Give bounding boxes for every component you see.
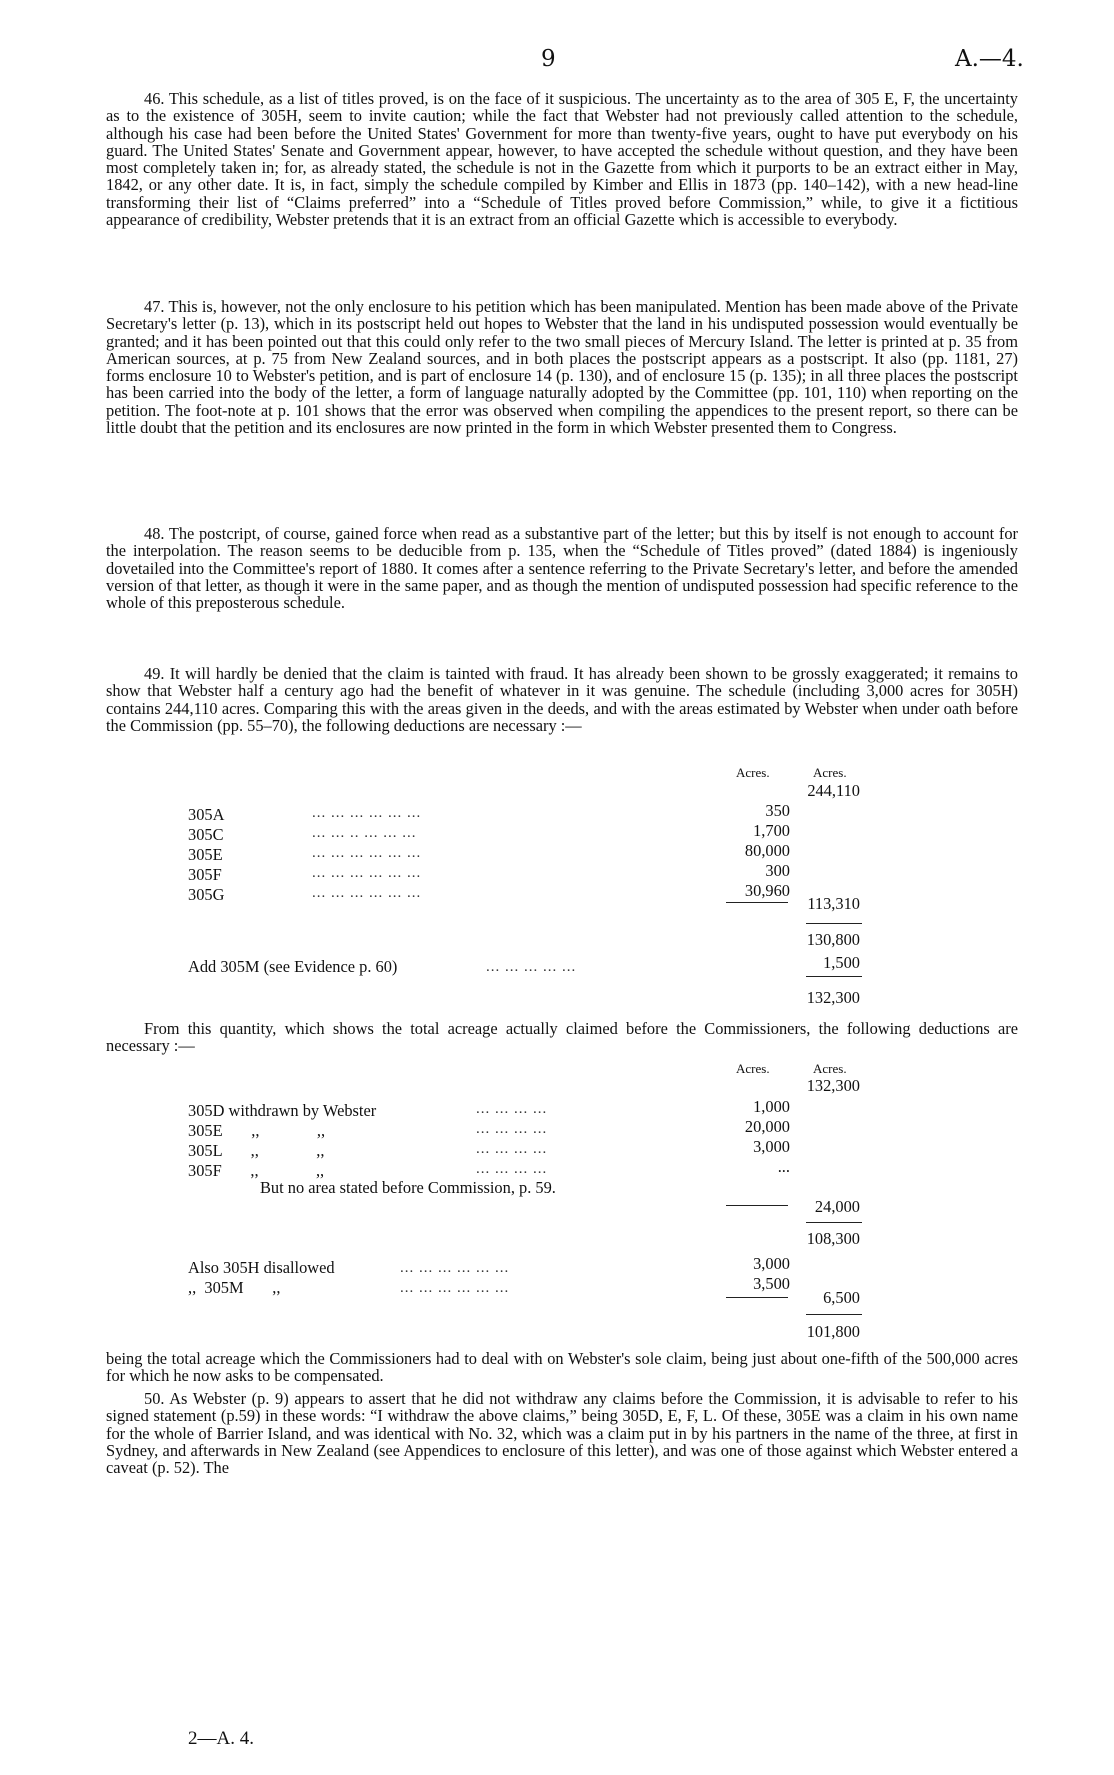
table-row-label: 305C (188, 825, 224, 844)
table-row-label: 305E ,, ,, (188, 1121, 326, 1140)
table-row-label: 305F ,, ,, (188, 1161, 325, 1180)
table1-total: 132,300 (806, 988, 860, 1007)
table-row-label: 305A (188, 805, 225, 824)
table2-acres-head-2: Acres. (813, 1061, 847, 1076)
table-row-dots: ... ... ... ... ... ... (312, 865, 422, 881)
table-row-label: Also 305H disallowed (188, 1258, 335, 1277)
table1-add-label: Add 305M (see Evidence p. 60) (188, 957, 398, 976)
table-row-value: ... (777, 1157, 790, 1176)
table-row-dots: ... ... ... ... (476, 1161, 548, 1177)
page-number: 9 (541, 46, 556, 72)
table-row-value: 30,960 (744, 881, 790, 900)
table2-start-total: 132,300 (806, 1076, 860, 1095)
table-row-dots: ... ... ... ... (476, 1141, 548, 1157)
table-row-dots: ... ... ... ... (476, 1101, 548, 1117)
table-row-dots: ... ... ... ... ... ... (400, 1280, 510, 1296)
paragraph-50: 50. As Webster (p. 9) appears to assert that he did not withdraw any claims before the Commission, it is advisable to refer to his signed statement (p.59) in these words: “I withdraw the above claims,” being 305D, E, F, L. Of these, 305E was a claim in his own name for the whole of Barrier Island, and was identical with No. 32, which was a claim put in by his partners in the name of the three, at first in Sydney, and afterwards in New Zealand (see Appendices to enclosure of this letter), and was one of those against which Webster entered a caveat (p. 52). The (106, 1389, 1018, 1478)
table-row-label: 305L ,, ,, (188, 1141, 325, 1160)
table1-subtotal: 113,310 (807, 894, 860, 913)
table-row-dots: ... ... ... ... ... ... (312, 885, 422, 901)
paragraph-49: 49. It will hardly be denied that the claim is tainted with fraud. It has already been shown to be grossly exaggerated; it remains to show that Webster half a century ago had the benefit of whatever in it was genuine. The schedule (including 3,000 acres for 305H) contains 244,110 acres. Comparing this with the areas given in the deeds, and with the areas estimated by Webster when under oath before the Commission (pp. 55–70), the following deductions are necessary :— (106, 664, 1018, 735)
table-row-dots: ... ... .. ... ... ... (312, 825, 417, 841)
table1-start-total: 244,110 (807, 781, 860, 800)
table-row-dots: ... ... ... ... (476, 1121, 548, 1137)
table-row-value: 1,700 (753, 821, 790, 840)
table-row-label: 305G (188, 885, 225, 904)
table-row-dots: ... ... ... ... ... ... (400, 1260, 510, 1276)
table2-total: 101,800 (806, 1322, 860, 1341)
table-row-label: 305F (188, 865, 222, 884)
table2-acres-head-1: Acres. (736, 1061, 770, 1076)
table-row-label: 305D withdrawn by Webster (188, 1101, 377, 1120)
sum-rule (806, 1314, 862, 1315)
table2-subtotal-2: 6,500 (823, 1288, 860, 1307)
table-row-label: ,, 305M ,, (188, 1278, 281, 1297)
table2-note: But no area stated before Commission, p. 59. (260, 1178, 556, 1197)
table-row-value: 80,000 (744, 841, 790, 860)
table2-subtotal: 24,000 (814, 1197, 860, 1216)
table-row-value: 1,000 (753, 1097, 790, 1116)
table-row-dots: ... ... ... ... ... (486, 959, 577, 975)
sum-rule (806, 923, 862, 924)
table2-remainder: 108,300 (806, 1229, 860, 1248)
paragraph-46: 46. This schedule, as a list of titles proved, is on the face of it suspicious. The uncertainty as to the area of 305 E, F, the uncertainty as to the existence of 305H, seem to invite caution; while the fact that Webster had not previously called attention to the schedule, although his case had been before the United States' Government for more than twenty-five years, ought to have put everybody on his guard. The United States' Senate and Government appear, however, to have accepted the schedule without question, and they have been most completely taken in; for, as already stated, the schedule is not in the Gazette from which it purports to be an extract either in May, 1842, or any other date. It is, in fact, simply the schedule compiled by Kimber and Ellis in 1873 (pp. 140–142), with a new head-line transforming their list of “Claims preferred” into a “Schedule of Titles proved before Commission,” while, to give it a fictitious appearance of credibility, Webster pretends that it is an extract from an official Gazette which is accessible to everybody. (106, 89, 1018, 230)
table-row-value: 3,500 (753, 1274, 790, 1293)
sum-rule (806, 1222, 862, 1223)
table1-remainder: 130,800 (806, 930, 860, 949)
table-row-dots: ... ... ... ... ... ... (312, 805, 422, 821)
table1-acres-head-1: Acres. (736, 765, 770, 780)
table-row-value: 3,000 (753, 1254, 790, 1273)
signature-mark: 2—A. 4. (188, 1728, 254, 1749)
paragraph-from-this-quantity: From this quantity, which shows the total acreage actually claimed before the Commissioners, the following deductions are necessary :— (106, 1019, 1018, 1056)
table-row-value: 350 (765, 801, 790, 820)
table-row-value: 20,000 (744, 1117, 790, 1136)
paragraph-48: 48. The postcript, of course, gained force when read as a substantive part of the letter; but this by itself is not enough to account for the interpolation. The reason seems to be deducible from p. 135, when the “Schedule of Titles proved” (dated 1884) is ingeniously dovetailed into the Committee's report of 1880. It comes after a sentence referring to the Private Secretary's letter, and before the amended version of that letter, as though it were in the same paper, and as though the mention of undisputed possession had specific reference to the whole of this preposterous schedule. (106, 524, 1018, 613)
table-row-value: 300 (765, 861, 790, 880)
table-row-label: 305E (188, 845, 223, 864)
paragraph-being-the-total: being the total acreage which the Commissioners had to deal with on Webster's sole claim, being just about one-fifth of the 500,000 acres for which he now asks to be compensated. (106, 1349, 1018, 1386)
table-row-value: 3,000 (753, 1137, 790, 1156)
table1-acres-head-2: Acres. (813, 765, 847, 780)
sum-rule (806, 976, 862, 977)
paragraph-47: 47. This is, however, not the only enclosure to his petition which has been manipulated. Mention has been made above of the Private Secretary's letter (p. 13), which in its postscript held out hopes to Webster that the land in his undisputed possession would eventually be granted; and it has been pointed out that this could only refer to the two small pieces of Mercury Island. The letter is printed at p. 35 from American sources, at p. 75 from New Zealand sources, and in both places the postscript appears as a postscript. It also (pp. 1181, 27) forms enclosure 10 to Webster's petition, and is part of enclosure 14 (p. 130), and of enclosure 15 (p. 135); in all three places the postscript has been carried into the body of the letter, a form of language naturally adopted by the Committee (pp. 101, 110) when reporting on the petition. The foot-note at p. 101 shows that the error was observed when compiling the appendices to the present report, so there can be little doubt that the petition and its enclosures are now printed in the form in which Webster presented them to Congress. (106, 297, 1018, 438)
table1-add-value: 1,500 (823, 953, 860, 972)
table-row-dots: ... ... ... ... ... ... (312, 845, 422, 861)
document-reference: A.—4. (955, 46, 1024, 72)
